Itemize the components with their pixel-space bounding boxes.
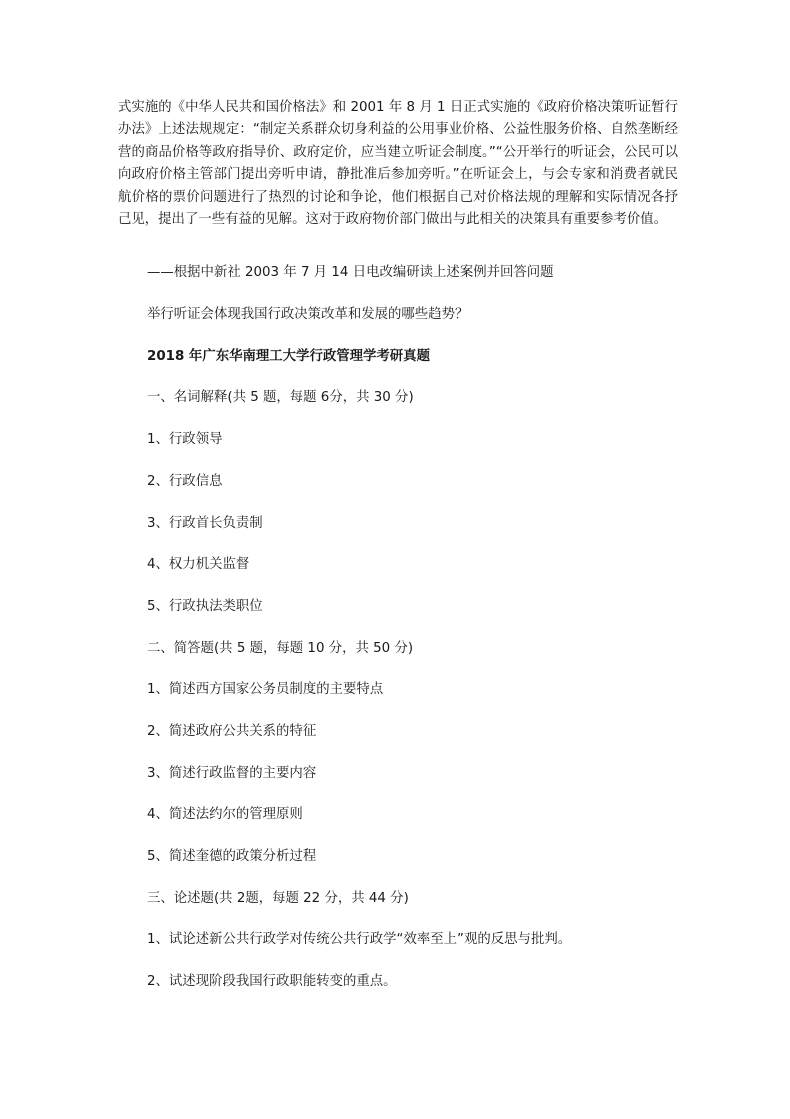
- intro-paragraph: 式实施的《中华人民共和国价格法》和 2001 年 8 月 1 日正式实施的《政府价格决策听证暂行办法》上述法规规定：“制定关系群众切身利益的公用事业价格、公益性服务价格、自然垄断经营的商品价格等政府指导价、政府定价，应当建立听证会制度。”“公开举行的听证会，公民可以向政府价格主管部门提出旁听申请，静批准后参加旁听。”在听证会上，与会专家和消费者就民航价格的票价问题进行了热烈的讨论和争论，他们根据自己对价格法规的理解和实际情况各抒己见，提出了一些有益的见解。这对于政府物价部门做出与此相关的决策具有重要参考价值。: [118, 100, 678, 228]
- list-item: 3、简述行政监督的主要内容: [147, 766, 317, 781]
- list-item: 1、行政领导: [147, 432, 223, 447]
- exam-title: 2018 年广东华南理工大学行政管理学考研真题: [147, 349, 430, 364]
- section-heading-terms: 一、名词解释(共 5 题，每题 6分，共 30 分): [147, 390, 414, 405]
- list-item: 1、试论述新公共行政学对传统公共行政学“效率至上”观的反思与批判。: [147, 932, 572, 947]
- list-item: 2、试述现阶段我国行政职能转变的重点。: [147, 974, 397, 989]
- list-item: 2、行政信息: [147, 474, 223, 489]
- list-item: 1、简述西方国家公务员制度的主要特点: [147, 682, 384, 697]
- list-item: 2、简述政府公共关系的特征: [147, 724, 317, 739]
- list-item: 5、简述奎德的政策分析过程: [147, 849, 317, 864]
- list-item: 4、简述法约尔的管理原则: [147, 807, 303, 822]
- list-item: 3、行政首长负责制: [147, 516, 263, 531]
- source-note: ——根据中新社 2003 年 7 月 14 日电改编研读上述案例并回答问题: [147, 265, 554, 280]
- section-heading-essay: 三、论述题(共 2题，每题 22 分，共 44 分): [147, 891, 409, 906]
- section-heading-short-answer: 二、简答题(共 5 题，每题 10 分，共 50 分): [147, 641, 414, 656]
- case-question: 举行听证会体现我国行政决策改革和发展的哪些趋势？: [147, 307, 469, 322]
- list-item: 4、权力机关监督: [147, 557, 250, 572]
- list-item: 5、行政执法类职位: [147, 599, 263, 614]
